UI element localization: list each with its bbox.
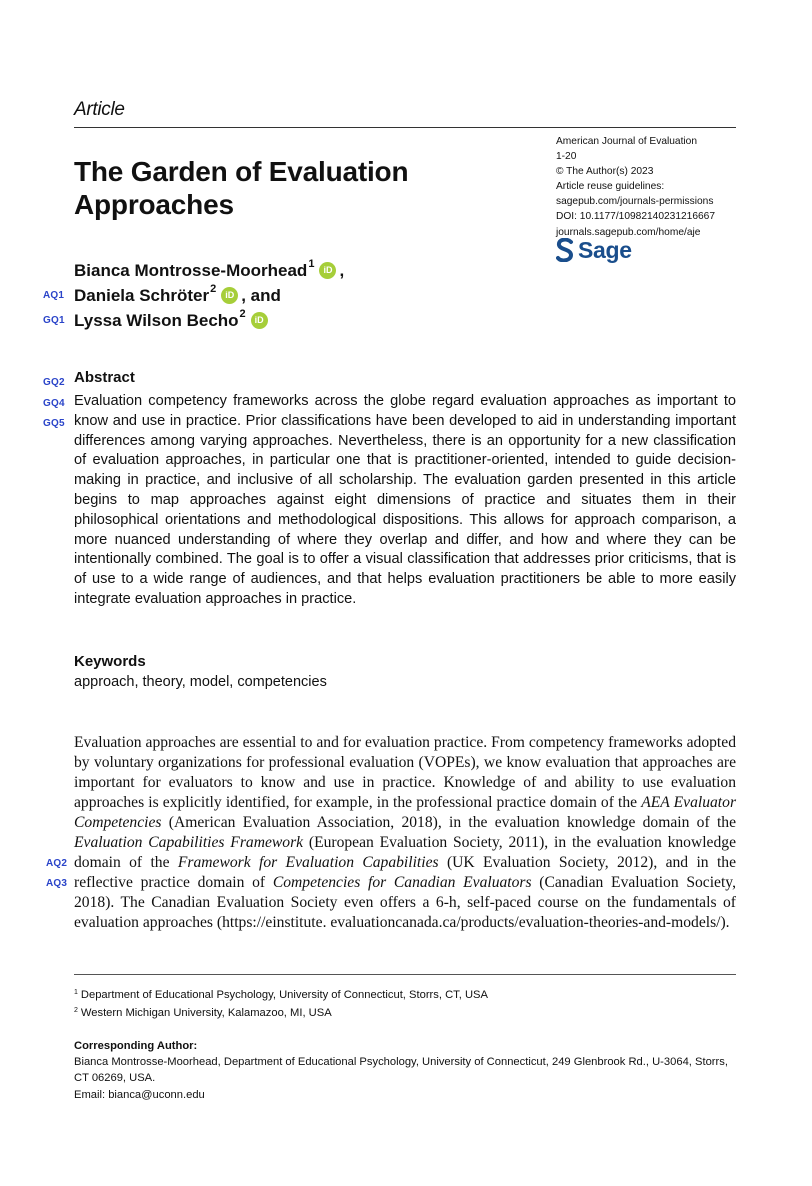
copyright: © The Author(s) 2023 [556,166,654,178]
author-name: Daniela Schröter [74,286,210,305]
article-type-label: Article [74,99,125,120]
article-title: The Garden of Evaluation Approaches [74,156,409,220]
orcid-icon[interactable]: iD [221,287,238,304]
author-entry [74,308,594,333]
orcid-icon[interactable]: iD [319,262,336,279]
affiliation-mark: 2 [239,308,246,320]
author-list [74,258,594,333]
query-marker[interactable]: AQ1 [43,290,65,301]
query-marker[interactable]: GQ2 [43,377,65,388]
affiliation-mark: 2 [210,283,217,295]
author-name: Bianca Montrosse-Moorhead [74,261,308,280]
author-entry [74,283,594,308]
body-text: (European Evaluation Society, 2011), in the evaluation knowledge domain of the [74,834,736,871]
author-entry [74,258,594,283]
affiliation-footnotes [74,987,736,1023]
footnote-mark: 1 [74,989,78,996]
reuse-label: Article reuse guidelines: [556,181,665,193]
abstract-text: Evaluation competency frameworks across the globe regard evaluation approaches as important to know and use in practice. Prior classifications have been developed to aid in understanding important differences among varying approaches. Nevertheless, there is an opportunity for a new classification of evaluation approaches, in particular one that is practitioner-oriented, intended to guide decision-making in practice, and inclusive of all scholarship. The evaluation garden presented in this article begins to map approaches against eight dimensions of practice and situates them in their philosophical orientations and methodological dispositions. This allows for approach comparison, a more nuanced understanding of where they overlap and differ, and how and where they can be intentionally combined. The goal is to offer a visual classification that addresses prior criticisms, that is of use to a wide range of audiences, and that helps evaluation practitioners be able to more easily integrate evaluation approaches in practice. [74,393,736,607]
author-name: Lyssa Wilson Becho [74,311,239,330]
keywords-heading: Keywords [74,653,146,670]
body-text: (American Evaluation Association, 2018), in the evaluation knowledge domain of the [161,814,736,831]
corresponding-heading: Corresponding Author: [74,1040,198,1052]
query-marker[interactable]: GQ1 [43,315,65,326]
reuse-link[interactable]: sagepub.com/journals-permissions [556,196,714,208]
abstract-heading: Abstract [74,369,135,386]
affiliation-mark: 1 [308,258,315,270]
body-italic-title: Framework for Evaluation Capabilities [177,854,439,871]
orcid-icon[interactable]: iD [251,312,268,329]
footnote-rule [74,974,736,975]
publisher-name: Sage [578,236,632,263]
query-marker[interactable]: AQ2 [46,858,68,869]
query-marker[interactable]: GQ5 [43,418,65,429]
keywords-text: approach, theory, model, competencies [74,674,327,690]
journal-info [556,134,756,240]
query-marker[interactable]: AQ3 [46,878,68,889]
body-text: (Canadian Evaluation Society, 2018). The Canadian Evaluation Society even offers a 6-h, self-paced course on the fundamentals of evaluation approaches (https://einstitute. evaluationcanada.ca/products/evaluation-theories-and-models/). [74,874,736,931]
author-separator: , [339,261,345,280]
body-text: (UK Evaluation Society, 2012), and in the reflective practice domain of [74,854,736,891]
journal-link[interactable]: journals.sagepub.com/home/aje [556,226,701,238]
page-range: 1-20 [556,151,577,163]
query-marker[interactable]: GQ4 [43,398,65,409]
footnote-text: Department of Educational Psychology, University of Connecticut, Storrs, CT, USA [80,989,488,1001]
author-separator: , and [241,286,281,305]
footnote-mark: 2 [74,1007,78,1014]
header-rule [74,127,736,128]
corresponding-author [74,1038,736,1103]
footnote [74,1005,736,1023]
body-paragraph [74,733,736,933]
body-text: Evaluation approaches are essential to and for evaluation practice. From competency frameworks adopted by voluntary organizations for professional evaluation (VOPEs), we know evaluation that approaches are important for evaluators to know and use in practice. Knowledge of and ability to use evaluation approaches is explicitly identified, for example, in the professional practice domain of the [74,734,736,811]
journal-name: American Journal of Evaluation [556,136,698,147]
body-italic-title: Evaluation Capabilities Framework [74,834,304,851]
corresponding-text: Bianca Montrosse-Moorhead, Department of Educational Psychology, University of Connecticut, 249 Glenbrook Rd., U-3064, Storrs, CT 06269, USA. [74,1056,728,1085]
doi[interactable]: DOI: 10.1177/10982140231216667 [556,211,715,223]
footnote-text: Western Michigan University, Kalamazoo, MI, USA [80,1007,332,1019]
corresponding-email[interactable]: Email: bianca@uconn.edu [74,1088,205,1101]
body-italic-title: Competencies for Canadian Evaluators [272,874,532,891]
footnote [74,987,736,1005]
body-italic-title: AEA Evaluator Competencies [74,794,737,831]
